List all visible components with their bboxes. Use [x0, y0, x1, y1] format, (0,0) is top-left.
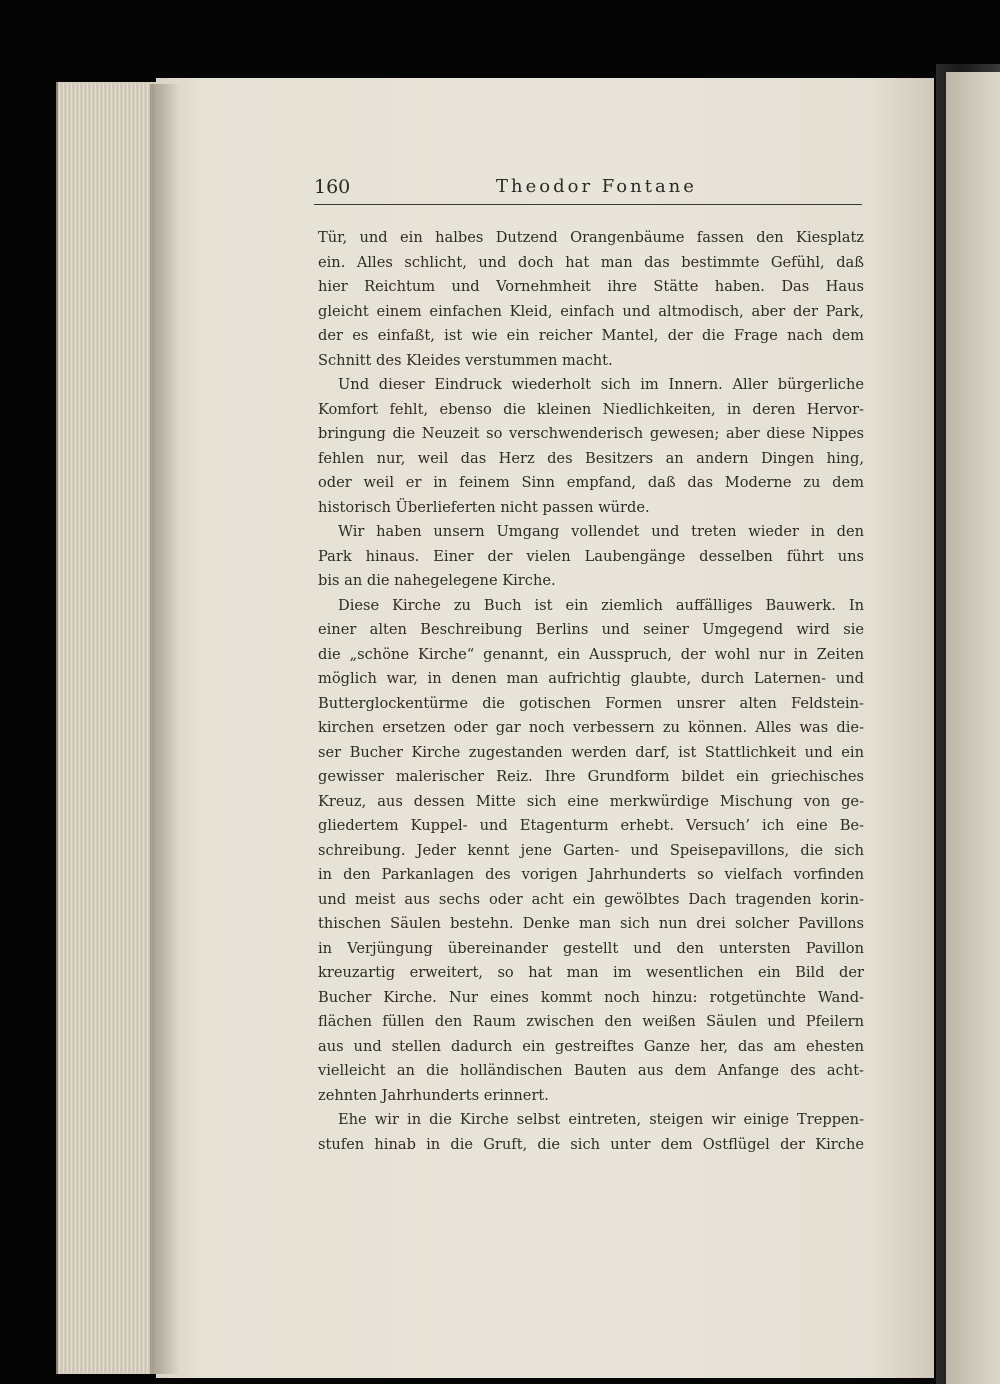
- text-line: vielleicht an die holländischen Bauten aus dem Anfange des acht-: [318, 1062, 864, 1079]
- text-line: schreibung. Jeder kennt jene Garten- und Speisepavillons, die sich: [318, 841, 864, 859]
- text-line: zehnten Jahrhunderts erinnert.: [318, 1086, 549, 1104]
- text-line: Diese Kirche zu Buch ist ein ziemlich auffälliges Bauwerk. In: [338, 596, 864, 614]
- text-line: bringung die Neuzeit so verschwenderisch gewesen; aber diese Nippes: [318, 425, 864, 442]
- running-head: Theodor Fontane: [496, 176, 697, 197]
- text-line: Schnitt des Kleides verstummen macht.: [318, 351, 613, 369]
- text-line: fehlen nur, weil das Herz des Besitzers an andern Dingen hing,: [318, 449, 864, 467]
- gutter-shadow: [150, 84, 180, 1374]
- text-line: Park hinaus. Einer der vielen Laubengänge desselben führt uns: [318, 547, 864, 565]
- text-line: Tür, und ein halbes Dutzend Orangenbäume fassen den Kiesplatz: [318, 229, 864, 246]
- text-line: in Verjüngung übereinander gestellt und den untersten Pavillon: [318, 939, 864, 957]
- text-line: Bucher Kirche. Nur eines kommt noch hinzu: rotgetünchte Wand-: [318, 988, 864, 1006]
- text-line: und meist aus sechs oder acht ein gewölbtes Dach tragenden korin-: [318, 890, 864, 908]
- text-line: kirchen ersetzen oder gar noch verbessern zu können. Alles was die-: [318, 719, 864, 736]
- text-line: Komfort fehlt, ebenso die kleinen Niedlichkeiten, in deren Hervor-: [318, 400, 864, 418]
- text-line: der es einfaßt, ist wie ein reicher Mantel, der die Frage nach dem: [318, 327, 864, 344]
- text-line: thischen Säulen bestehn. Denke man sich nun drei solcher Pavillons: [318, 915, 864, 932]
- text-line: ser Bucher Kirche zugestanden werden darf, ist Stattlichkeit und ein: [318, 743, 864, 761]
- text-line: möglich war, in denen man aufrichtig glaubte, durch Laternen- und: [318, 670, 864, 687]
- text-line: Wir haben unsern Umgang vollendet und treten wieder in den: [338, 523, 864, 540]
- page-header: [314, 174, 862, 205]
- text-line: die „schöne Kirche“ genannt, ein Ausspruch, der wohl nur in Zeiten: [318, 645, 864, 663]
- text-line: Kreuz, aus dessen Mitte sich eine merkwürdige Mischung von ge-: [318, 792, 864, 810]
- text-line: gewisser malerischer Reiz. Ihre Grundform bildet ein griechisches: [318, 768, 864, 785]
- text-line: hier Reichtum und Vornehmheit ihre Stätte haben. Das Haus: [318, 278, 864, 295]
- text-line: ein. Alles schlicht, und doch hat man das bestimmte Gefühl, daß: [318, 253, 864, 271]
- text-line: bis an die nahegelegene Kirche.: [318, 572, 556, 589]
- text-line: Und dieser Eindruck wiederholt sich im Innern. Aller bürgerliche: [338, 376, 864, 393]
- text-line: Butterglockentürme die gotischen Formen unsrer alten Feldstein-: [318, 694, 864, 712]
- text-line: Ehe wir in die Kirche selbst eintreten, steigen wir einige Treppen-: [338, 1111, 864, 1128]
- text-line: aus und stellen dadurch ein gestreiftes Ganze her, das am ehesten: [318, 1037, 864, 1055]
- facing-page-edge: [946, 72, 1000, 1384]
- text-line: gleicht einem einfachen Kleid, einfach und altmodisch, aber der Park,: [318, 302, 864, 320]
- page-stack-edges: [56, 82, 164, 1374]
- page-number: 160: [314, 176, 351, 198]
- text-line: stufen hinab in die Gruft, die sich unter dem Ostflügel der Kirche: [318, 1135, 864, 1153]
- body-text: [318, 226, 864, 1157]
- text-line: oder weil er in feinem Sinn empfand, daß das Moderne zu dem: [318, 474, 864, 491]
- text-line: einer alten Beschreibung Berlins und seiner Umgegend wird sie: [318, 621, 864, 638]
- text-line: historisch Überlieferten nicht passen würde.: [318, 498, 650, 516]
- text-line: kreuzartig erweitert, so hat man im wesentlichen ein Bild der: [318, 964, 864, 981]
- text-line: gliedertem Kuppel- und Etagenturm erhebt. Versuch’ ich eine Be-: [318, 817, 864, 834]
- text-line: in den Parkanlagen des vorigen Jahrhunderts so vielfach vorfinden: [318, 866, 864, 883]
- text-line: flächen füllen den Raum zwischen den weißen Säulen und Pfeilern: [318, 1013, 864, 1030]
